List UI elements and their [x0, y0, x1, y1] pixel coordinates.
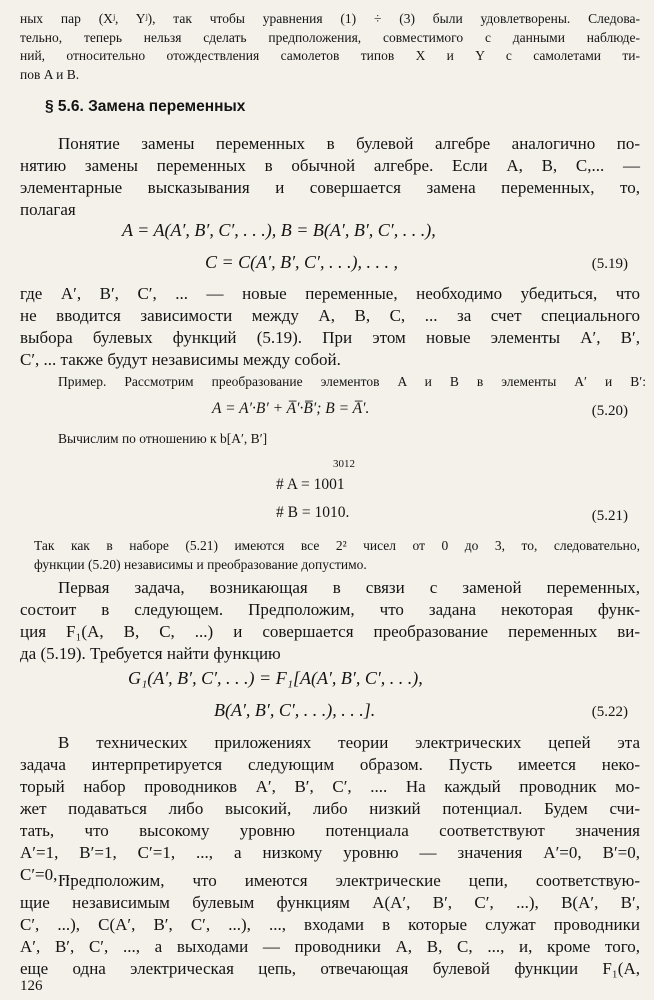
- equation-5-19-line-1: A = A(A′, B′, C′, . . .), B = B(A′, B′, C′, . . .),: [122, 220, 436, 240]
- text-line: тать, что высокому уровню потенциала соответствуют значения: [20, 821, 640, 840]
- text-line: состоит в следующем. Предположим, что задана некоторая функ-: [20, 600, 640, 619]
- text-line: щие независимым булевым функциям A(A′, B′, C′, ...), B(A′, B′,: [20, 893, 640, 912]
- text-line: выбора булевых функций (5.19). При этом новые элементы A′, B′,: [20, 328, 640, 347]
- equation-5-21-line-1: # A = 1001: [276, 476, 345, 493]
- text-line: A′, B′, C′, ..., а выходами — проводники A, B, C, ..., и, кроме того,: [20, 937, 640, 956]
- text-line: задача интерпретируется следующим образом. Пусть имеется неко-: [20, 755, 640, 774]
- text-line: В технических приложениях теории электрических цепей эта: [58, 733, 640, 752]
- equation-5-20: A = A′·B′ + A̅′·B̅′; B = A̅′.: [212, 400, 370, 417]
- text-line: торый набор проводников A′, B′, C′, .... На каждый проводник мо-: [20, 777, 640, 796]
- equation-number-5-20: (5.20): [591, 403, 628, 419]
- top-paragraph: [20, 10, 640, 84]
- paragraph-3: [20, 577, 640, 665]
- page-number: 126: [20, 978, 43, 994]
- text-line: Предположим, что имеются электрические цепи, соответствую-: [58, 871, 640, 890]
- text-line: Пример. Рассмотрим преобразование элементов A и B в элементы A′ и B′:: [58, 374, 646, 389]
- text-line: нятию замены переменных в обычной алгебре. Если A, B, C,... —: [20, 156, 640, 175]
- equation-5-22-line-1: G₁(A′, B′, C′, . . .) = F₁[A(A′, B′, C′, . . .),: [128, 668, 423, 688]
- text-line: A′=1, B′=1, C′=1, ..., а низкому уровню — значения A′=0, B′=0,: [20, 843, 640, 862]
- text-line: элементарные высказывания и совершается замена переменных, то,: [20, 178, 640, 197]
- equation-5-21-line-2: # B = 1010.: [276, 504, 350, 521]
- equation-5-22-line-2: B(A′, B′, C′, . . .), . . .].: [214, 700, 376, 720]
- text-line: пов A и B.: [20, 66, 80, 82]
- compute-line: Вычислим по отношению к b[A′, B′]: [58, 431, 268, 446]
- text-line: ция F₁(A, B, C, ...) и совершается преобразование переменных ви-: [20, 622, 640, 641]
- bit-index-header: 3012: [333, 458, 355, 470]
- paragraph-1: [20, 133, 640, 221]
- equation-number-5-21: (5.21): [591, 508, 628, 524]
- text-line: Понятие замены переменных в булевой алгебре аналогично по-: [58, 134, 640, 153]
- section-heading: § 5.6. Замена переменных: [45, 98, 246, 115]
- paragraph-5: [20, 870, 640, 980]
- equation-number-5-19: (5.19): [591, 256, 628, 272]
- text-line: функции (5.20) независимы и преобразование допустимо.: [34, 556, 367, 572]
- text-line: где A′, B′, C′, ... — новые переменные, необходимо убедиться, что: [20, 284, 640, 303]
- text-line: полагая: [20, 200, 76, 219]
- text-line: Первая задача, возникающая в связи с заменой переменных,: [58, 578, 640, 597]
- text-line: ний, относительно отождествления самолетов типов X и Y с самолетами ти-: [20, 48, 640, 63]
- text-line: Так как в наборе (5.21) имеются все 2² чисел от 0 до 3, то, следовательно,: [34, 538, 640, 553]
- text-line: да (5.19). Требуется найти функцию: [20, 644, 281, 663]
- example-line: [58, 373, 646, 392]
- note-paragraph: [34, 537, 640, 574]
- equation-5-19-line-2: C = C(A′, B′, C′, . . .), . . . ,: [205, 252, 398, 272]
- text-line: не вводится зависимости между A, B, C, ... за счет специального: [20, 306, 640, 325]
- text-line: еще одна электрическая цепь, отвечающая булевой функции F₁(A,: [20, 959, 640, 978]
- text-line: ных пар (Xʲ, Yʲ), так чтобы уравнения (1) ÷ (3) были удовлетворены. Следова-: [20, 11, 640, 26]
- text-line: C′, ... также будут независимы между собой.: [20, 350, 341, 369]
- text-line: C′=0, ...: [20, 865, 75, 884]
- paragraph-4: [20, 732, 640, 886]
- text-line: C′, ...), C(A′, B′, C′, ...), ..., входами в которые служат проводники: [20, 915, 640, 934]
- paragraph-2: [20, 283, 640, 371]
- text-line: жет подаваться либо высокий, либо низкий потенциал. Будем счи-: [20, 799, 640, 818]
- equation-number-5-22: (5.22): [591, 704, 628, 720]
- text-line: тельно, теперь нельзя сделать предположения, совместимого с данными наблюде-: [20, 29, 640, 45]
